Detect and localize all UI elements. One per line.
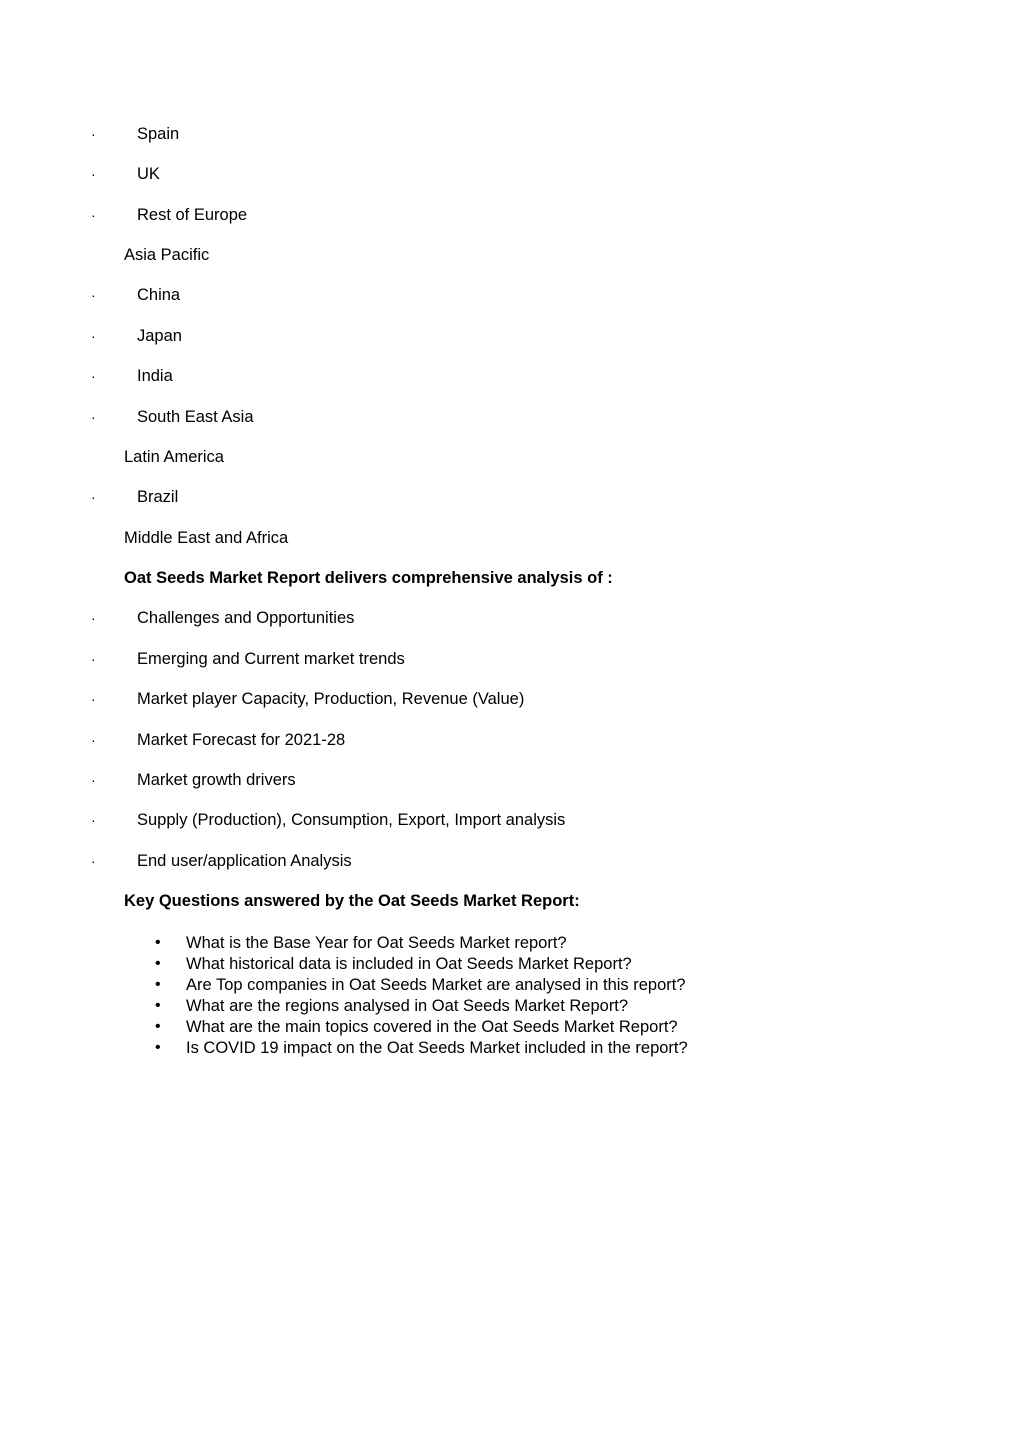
question-text: What is the Base Year for Oat Seeds Market report? bbox=[186, 934, 567, 952]
bullet-icon: · bbox=[91, 691, 96, 707]
bullet-icon: • bbox=[155, 997, 161, 1014]
analysis-heading: Oat Seeds Market Report delivers comprehensive analysis of : bbox=[124, 569, 613, 587]
list-item-text: Supply (Production), Consumption, Export, Import analysis bbox=[137, 811, 566, 829]
list-item-text: Japan bbox=[137, 327, 182, 345]
list-item-text: Emerging and Current market trends bbox=[137, 650, 405, 668]
bullet-icon: · bbox=[91, 812, 96, 828]
region-heading-middle-east-africa: Middle East and Africa bbox=[124, 529, 289, 547]
bullet-icon: • bbox=[155, 976, 161, 993]
bullet-icon: · bbox=[91, 489, 96, 505]
list-item-text: South East Asia bbox=[137, 408, 254, 426]
question-text: What are the regions analysed in Oat Seeds Market Report? bbox=[186, 997, 629, 1015]
bullet-icon: • bbox=[155, 1039, 161, 1056]
list-item-text: China bbox=[137, 286, 181, 304]
bullet-icon: · bbox=[91, 166, 96, 182]
region-heading-asia-pacific: Asia Pacific bbox=[124, 246, 210, 264]
list-item-text: Rest of Europe bbox=[137, 206, 248, 224]
list-item-text: Spain bbox=[137, 125, 180, 143]
bullet-icon: • bbox=[155, 955, 161, 972]
bullet-icon: · bbox=[91, 853, 96, 869]
region-heading-latin-america: Latin America bbox=[124, 448, 224, 466]
bullet-icon: · bbox=[91, 368, 96, 384]
bullet-icon: · bbox=[91, 328, 96, 344]
bullet-icon: · bbox=[91, 610, 96, 626]
bullet-icon: • bbox=[155, 1018, 161, 1035]
list-item-text: Brazil bbox=[137, 488, 179, 506]
question-text: What historical data is included in Oat Seeds Market Report? bbox=[186, 955, 632, 973]
bullet-icon: · bbox=[91, 409, 96, 425]
list-item-text: End user/application Analysis bbox=[137, 852, 352, 870]
bullet-icon: · bbox=[91, 126, 96, 142]
bullet-icon: · bbox=[91, 651, 96, 667]
list-item-text: UK bbox=[137, 165, 160, 183]
question-text: Is COVID 19 impact on the Oat Seeds Market included in the report? bbox=[186, 1039, 688, 1057]
bullet-icon: · bbox=[91, 287, 96, 303]
list-item-text: Market growth drivers bbox=[137, 771, 296, 789]
bullet-icon: · bbox=[91, 772, 96, 788]
list-item-text: Market player Capacity, Production, Revenue (Value) bbox=[137, 690, 525, 708]
questions-heading: Key Questions answered by the Oat Seeds Market Report: bbox=[124, 892, 580, 910]
bullet-icon: · bbox=[91, 732, 96, 748]
list-item-text: Market Forecast for 2021-28 bbox=[137, 731, 346, 749]
bullet-icon: • bbox=[155, 934, 161, 951]
list-item-text: India bbox=[137, 367, 173, 385]
bullet-icon: · bbox=[91, 207, 96, 223]
question-text: Are Top companies in Oat Seeds Market are analysed in this report? bbox=[186, 976, 686, 994]
question-text: What are the main topics covered in the Oat Seeds Market Report? bbox=[186, 1018, 678, 1036]
list-item-text: Challenges and Opportunities bbox=[137, 609, 355, 627]
